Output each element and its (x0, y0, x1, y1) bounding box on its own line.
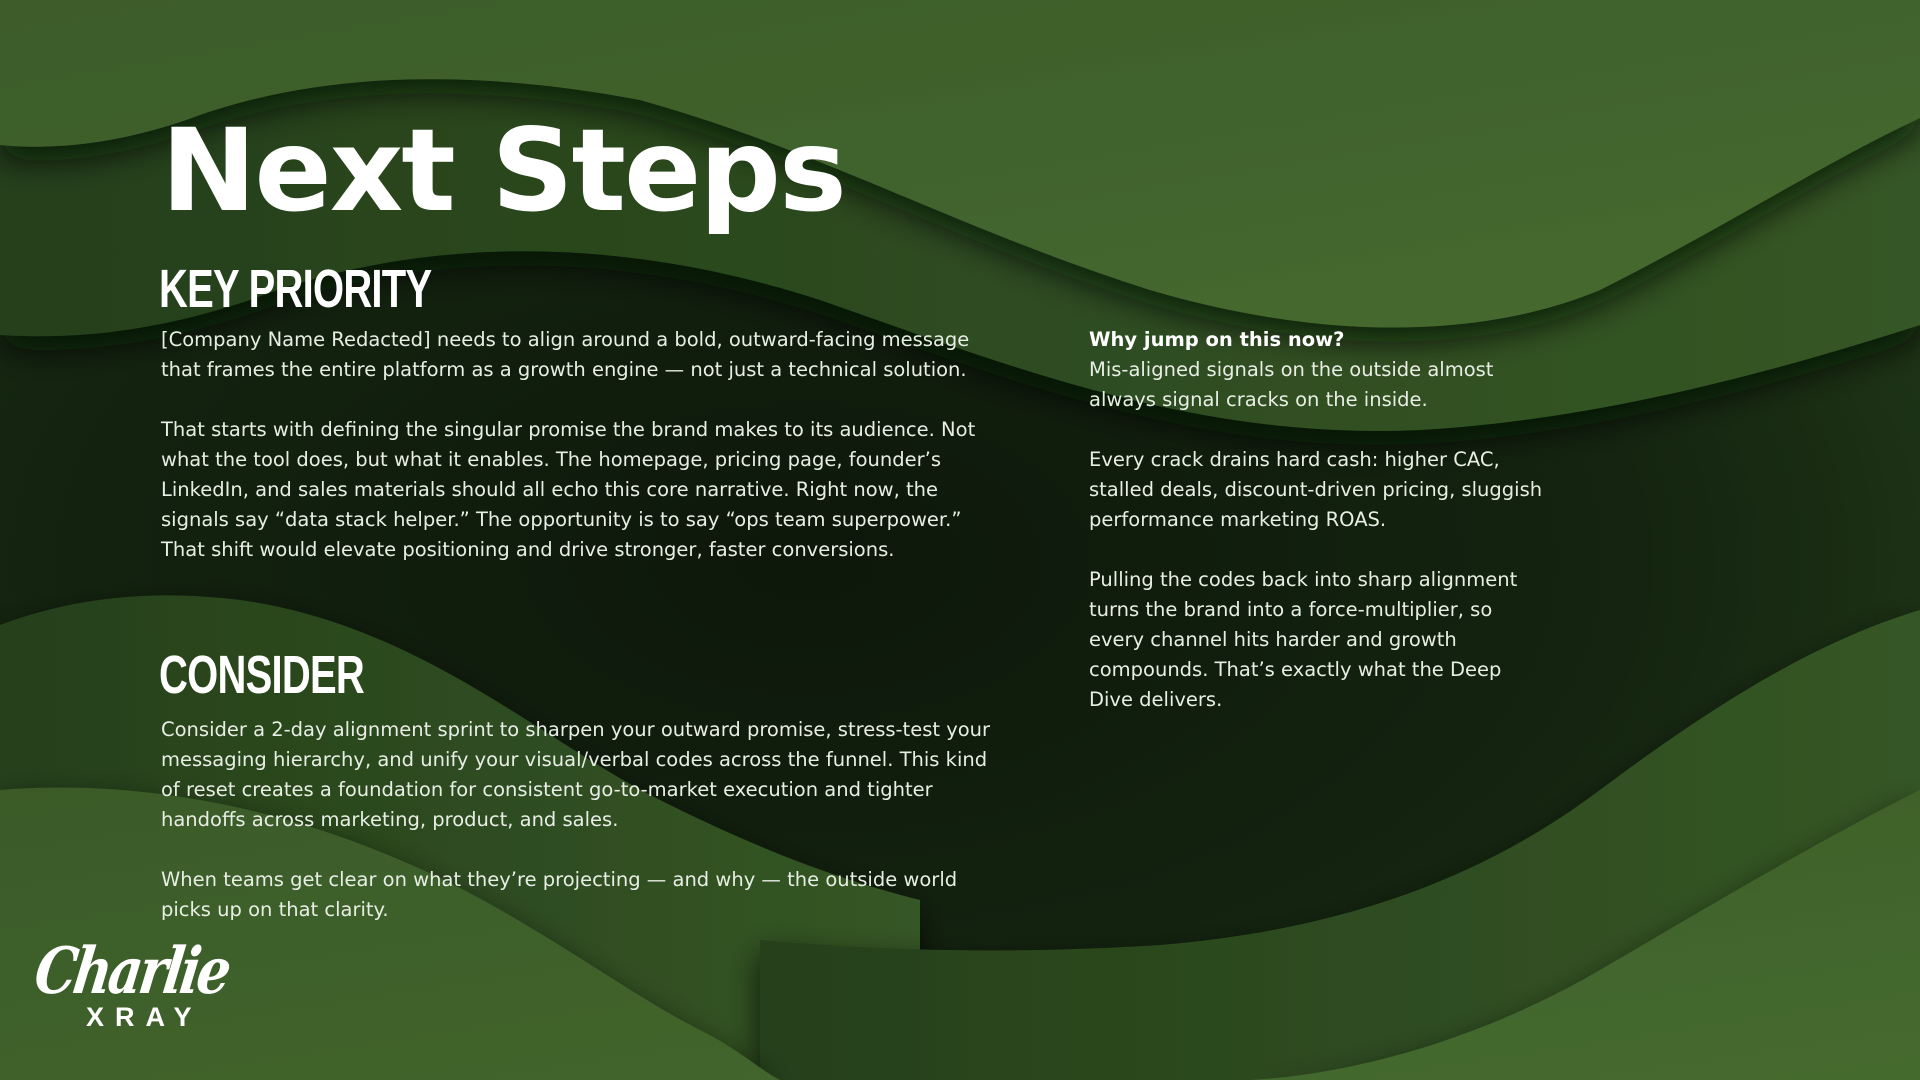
why-now-heading: Why jump on this now? (1089, 328, 1345, 351)
why-now-paragraph: Every crack drains hard cash: higher CAC, stalled deals, discount-driven pricing, sluggish performance marketing ROAS. (1089, 448, 1543, 531)
page-title: Next Steps (161, 104, 845, 237)
why-now-paragraph: Mis-aligned signals on the outside almost always signal cracks on the inside. (1089, 358, 1494, 411)
key-priority-paragraph: That starts with defining the singular promise the brand makes to its audience. Not what the tool does, but what it enables. The homepage, pricing page, founder’s LinkedIn, and sales materials should all echo this core narrative. Right now, the signals say “data stack helper.” The opportunity is to say “ops team superpower.” That shift would elevate positioning and drive stronger, faster conversions. (161, 418, 976, 561)
logo-sub-text: XRAY (86, 1002, 203, 1032)
logo-script-text: Charlie (30, 934, 233, 1009)
why-now-body (1089, 355, 1549, 715)
charlie-xray-logo (30, 934, 233, 1040)
why-now-paragraph: Pulling the codes back into sharp alignment turns the brand into a force-multiplier, so every channel hits harder and growth compounds. That’s exactly what the Deep Dive delivers. (1089, 568, 1518, 711)
consider-paragraph: Consider a 2-day alignment sprint to sharpen your outward promise, stress-test your messaging hierarchy, and unify your visual/verbal codes across the funnel. This kind of reset creates a foundation for consistent go-to-market execution and tighter handoffs across marketing, product, and sales. (161, 718, 991, 831)
key-priority-heading: KEY PRIORITY (159, 259, 432, 319)
consider-body (161, 715, 1001, 925)
key-priority-body (161, 325, 1001, 565)
consider-paragraph: When teams get clear on what they’re projecting — and why — the outside world picks up on that clarity. (161, 868, 958, 921)
consider-heading: CONSIDER (159, 645, 365, 705)
key-priority-paragraph: [Company Name Redacted] needs to align around a bold, outward-facing message that frames the entire platform as a growth engine — not just a technical solution. (161, 328, 970, 381)
